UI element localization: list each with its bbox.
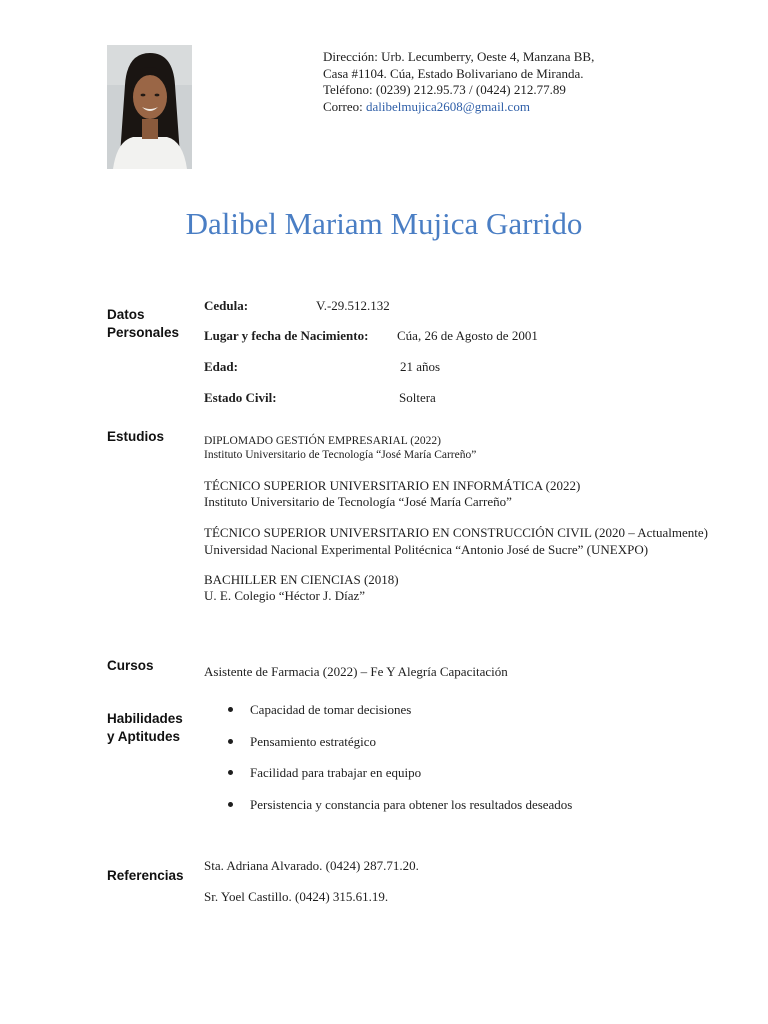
estudio-title: TÉCNICO SUPERIOR UNIVERSITARIO EN CONSTRUCCIÓN CIVIL (2020 – Actualmente) [204,525,709,540]
bullet-icon [228,739,233,744]
cedula-value: V.-29.512.132 [316,298,390,313]
habilidad-item: Persistencia y constancia para obtener los resultados deseados [250,797,573,812]
estudio-institution: Instituto Universitario de Tecnología “José María Carreño” [204,494,512,509]
estudio-institution: Instituto Universitario de Tecnología “José María Carreño” [204,449,477,461]
referencia-item: Sta. Adriana Alvarado. (0424) 287.71.20. [204,858,419,873]
edad-value: 21 años [400,359,441,374]
estudio-institution: U. E. Colegio “Héctor J. Díaz” [204,588,366,603]
estudio-title: DIPLOMADO GESTIÓN EMPRESARIAL (2022) [204,435,441,447]
email-line: Correo: dalibelmujica2608@gmail.com [323,98,530,114]
section-label-referencias: Referencias [107,868,184,883]
bullet-icon [228,802,233,807]
bullet-icon [228,770,233,775]
edad-label: Edad: [204,359,238,374]
nacimiento-label: Lugar y fecha de Nacimiento: [204,328,369,343]
estudio-title: TÉCNICO SUPERIOR UNIVERSITARIO EN INFORMÁTICA (2022) [204,478,581,493]
referencia-item: Sr. Yoel Castillo. (0424) 315.61.19. [204,889,389,904]
address-line-1: Dirección: Urb. Lecumberry, Oeste 4, Manzana BB, [323,49,595,64]
estado-civil-label: Estado Civil: [204,390,277,405]
section-label-cursos: Cursos [107,658,154,673]
cedula-label: Cedula: [204,298,249,313]
curso-item: Asistente de Farmacia (2022) – Fe Y Alegría Capacitación [204,664,508,679]
estado-civil-value: Soltera [399,390,436,405]
section-label-estudios: Estudios [107,429,165,444]
profile-photo [107,45,192,169]
nacimiento-value: Cúa, 26 de Agosto de 2001 [397,328,538,343]
habilidad-item: Capacidad de tomar decisiones [250,702,412,717]
section-label-habilidades: Habilidades y Aptitudes [107,711,183,744]
email-link[interactable]: dalibelmujica2608@gmail.com [365,98,530,114]
bullet-icon [228,707,233,712]
estudio-institution: Universidad Nacional Experimental Politécnica “Antonio José de Sucre” (UNEXPO) [204,542,649,557]
section-label-datos-personales: Datos Personales [107,307,180,340]
phone-line: Teléfono: (0239) 212.95.73 / (0424) 212.77.89 [323,82,566,97]
address-line-2: Casa #1104. Cúa, Estado Bolivariano de Miranda. [323,65,584,81]
habilidad-item: Facilidad para trabajar en equipo [250,765,422,780]
full-name: Dalibel Mariam Mujica Garrido [185,206,583,241]
contact-block [323,49,594,115]
habilidad-item: Pensamiento estratégico [250,734,376,749]
estudio-title: BACHILLER EN CIENCIAS (2018) [204,572,399,587]
